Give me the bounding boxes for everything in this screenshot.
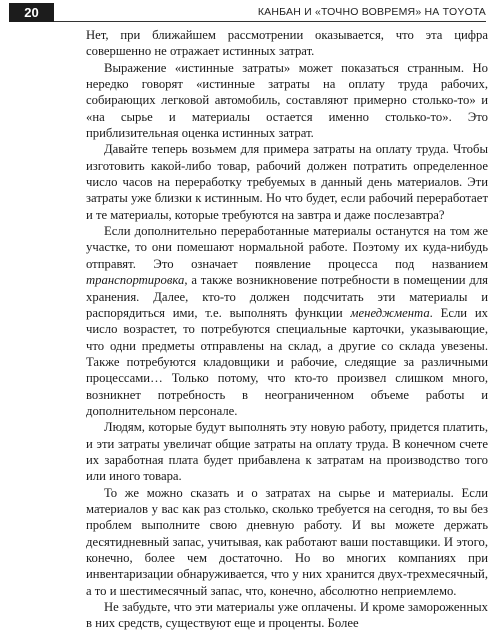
- paragraph: [86, 419, 488, 484]
- text-run: Людям, которые будут выполнять эту новую работу, придется платить, и эти затраты увеличат общие затраты на оплату труда. В конечном счете их заработная плата будет прибавлена к затратам на производство того или иного товара.: [86, 420, 488, 484]
- paragraph: [86, 485, 488, 599]
- body-text: [86, 27, 488, 632]
- italic-term: транспортировка: [86, 273, 185, 288]
- text-run: , а также возникновение потребности в помещении для хранения. Далее, кто-то должен подсчитать эти материалы и распорядиться ими, т.е. выполнять функции: [86, 273, 488, 320]
- italic-term: менеджмента: [350, 305, 430, 320]
- paragraph: [86, 27, 488, 60]
- text-run: Если дополнительно переработанные материалы останутся на том же участке, то они помешают нормальной работе. Поэтому их куда-нибудь отправят. Это означает появление процесса под названием: [86, 224, 488, 271]
- paragraph: [86, 141, 488, 223]
- paragraph: [86, 599, 488, 632]
- text-run: То же можно сказать и о затратах на сырье и материалы. Если материалов у вас как раз столько, сколько требуется на сегодня, то вы без проблем выполните свою дневную работу. И вы можете держать десятидневный запас, учитывая, как работают ваши поставщики. И этого, конечно, более чем достаточно. Но во многих компаниях при инвентаризации обнаруживается, что у них хранится двух-трехмесячный, а то и шестимесячный запас, что, конечно, абсолютно неприемлемо.: [86, 485, 488, 598]
- text-run: . Если их число возрастет, то потребуются специальные карточки, указывающие, что одни предметы отправлены на склад, а другие со склада увезены. Также потребуются кладовщики и рабочие, следящие за различными процессами… Только потому, что кто-то произвел слишком много, возникнет потребность в неограниченном объеме работы и дополнительном персонале.: [86, 305, 488, 418]
- paragraph: [86, 60, 488, 142]
- text-run: Выражение «истинные затраты» может показаться странным. Но нередко говорят «истинные затраты на оплату труда рабочих, собирающих легковой автомобиль, составляют примерно столько-то» и «на сырье и материалы остается именно столько-то». Это приблизительная оценка истинных затрат.: [86, 60, 488, 141]
- running-header: [0, 0, 500, 22]
- page-number: 20: [9, 3, 54, 22]
- text-run: Не забудьте, что эти материалы уже оплачены. И кроме замороженных в них средств, существуют еще и проценты. Более: [86, 600, 488, 631]
- running-title: КАНБАН И «ТОЧНО ВОВРЕМЯ» НА TOYOTA: [257, 6, 486, 18]
- paragraph: [86, 223, 488, 419]
- text-run: Давайте теперь возьмем для примера затраты на оплату труда. Чтобы изготовить какой-либо товар, рабочий должен потратить определенное число часов на переработку требуемых в данный день материалов. Эти затраты уже близки к истинным. Но что будет, если рабочий переработает и те материалы, которые требуются на завтра и даже послезавтра?: [86, 142, 488, 222]
- header-rule: [54, 21, 486, 22]
- text-run: Нет, при ближайшем рассмотрении оказывается, что эта цифра совершенно не отражает истинных затрат.: [86, 28, 488, 59]
